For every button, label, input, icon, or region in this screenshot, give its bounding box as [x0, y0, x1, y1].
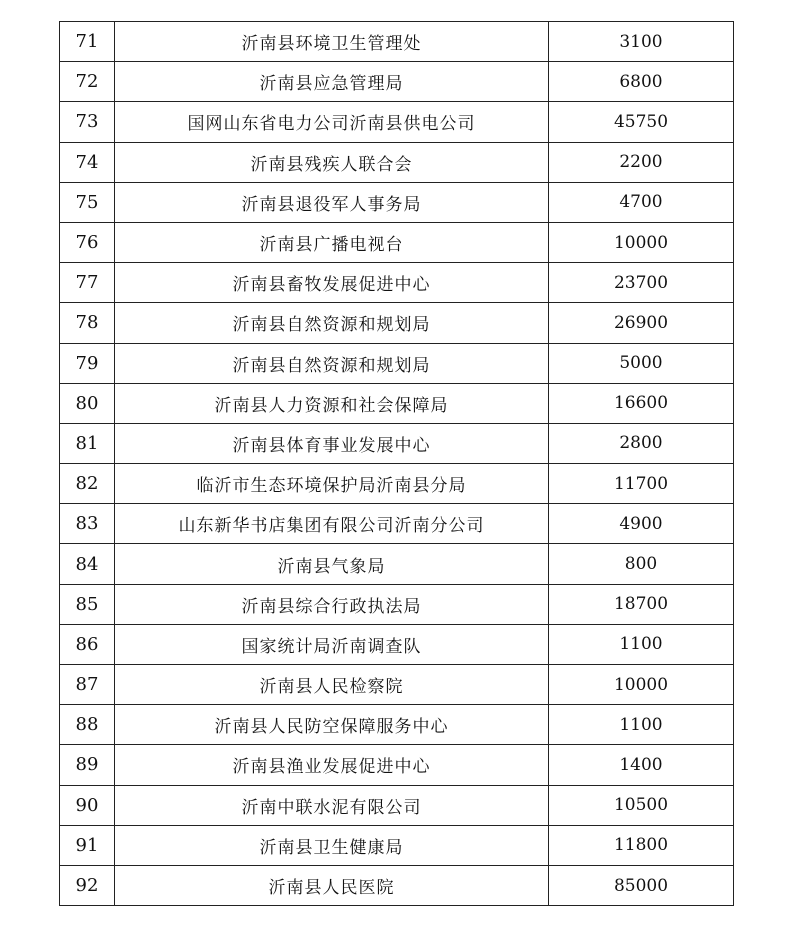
row-number: 73: [60, 102, 115, 142]
row-number: 92: [60, 865, 115, 905]
unit-name: 沂南县体育事业发展中心: [115, 423, 549, 463]
row-number: 79: [60, 343, 115, 383]
unit-name: 沂南县自然资源和规划局: [115, 343, 549, 383]
unit-name: 沂南中联水泥有限公司: [115, 785, 549, 825]
amount-value: 10000: [549, 222, 734, 262]
table-row: [60, 785, 734, 825]
table-row: [60, 745, 734, 785]
table-row: [60, 705, 734, 745]
unit-name: 沂南县气象局: [115, 544, 549, 584]
row-number: 90: [60, 785, 115, 825]
unit-name: 沂南县卫生健康局: [115, 825, 549, 865]
row-number: 87: [60, 665, 115, 705]
row-number: 71: [60, 22, 115, 62]
unit-name: 山东新华书店集团有限公司沂南分公司: [115, 504, 549, 544]
table-body: [60, 22, 734, 906]
row-number: 91: [60, 825, 115, 865]
amount-value: 23700: [549, 263, 734, 303]
amount-value: 16600: [549, 383, 734, 423]
unit-name: 临沂市生态环境保护局沂南县分局: [115, 464, 549, 504]
table-row: [60, 464, 734, 504]
unit-name: 沂南县应急管理局: [115, 62, 549, 102]
amount-value: 10500: [549, 785, 734, 825]
amount-value: 2200: [549, 142, 734, 182]
amount-value: 6800: [549, 62, 734, 102]
row-number: 85: [60, 584, 115, 624]
table-row: [60, 22, 734, 62]
unit-name: 沂南县畜牧发展促进中心: [115, 263, 549, 303]
table-row: [60, 142, 734, 182]
table-row: [60, 62, 734, 102]
unit-name: 沂南县人民医院: [115, 865, 549, 905]
table-row: [60, 423, 734, 463]
table-row: [60, 303, 734, 343]
amount-value: 1100: [549, 705, 734, 745]
amount-value: 85000: [549, 865, 734, 905]
amount-value: 45750: [549, 102, 734, 142]
row-number: 74: [60, 142, 115, 182]
table-row: [60, 102, 734, 142]
unit-name: 沂南县残疾人联合会: [115, 142, 549, 182]
unit-name: 国网山东省电力公司沂南县供电公司: [115, 102, 549, 142]
row-number: 86: [60, 624, 115, 664]
row-number: 88: [60, 705, 115, 745]
unit-name: 沂南县人民防空保障服务中心: [115, 705, 549, 745]
amount-value: 800: [549, 544, 734, 584]
row-number: 72: [60, 62, 115, 102]
unit-name: 沂南县人力资源和社会保障局: [115, 383, 549, 423]
amount-value: 26900: [549, 303, 734, 343]
table-row: [60, 343, 734, 383]
amount-value: 4900: [549, 504, 734, 544]
amount-value: 18700: [549, 584, 734, 624]
row-number: 76: [60, 222, 115, 262]
table-row: [60, 504, 734, 544]
amount-value: 2800: [549, 423, 734, 463]
table-row: [60, 624, 734, 664]
amount-value: 1400: [549, 745, 734, 785]
unit-name: 国家统计局沂南调查队: [115, 624, 549, 664]
unit-name: 沂南县环境卫生管理处: [115, 22, 549, 62]
amount-value: 4700: [549, 182, 734, 222]
row-number: 83: [60, 504, 115, 544]
amount-value: 11800: [549, 825, 734, 865]
table-row: [60, 222, 734, 262]
table-row: [60, 865, 734, 905]
amount-value: 3100: [549, 22, 734, 62]
unit-name: 沂南县自然资源和规划局: [115, 303, 549, 343]
row-number: 77: [60, 263, 115, 303]
row-number: 80: [60, 383, 115, 423]
amount-value: 11700: [549, 464, 734, 504]
unit-name: 沂南县退役军人事务局: [115, 182, 549, 222]
table-row: [60, 544, 734, 584]
unit-name: 沂南县综合行政执法局: [115, 584, 549, 624]
table-row: [60, 383, 734, 423]
row-number: 84: [60, 544, 115, 584]
amount-value: 1100: [549, 624, 734, 664]
table-row: [60, 584, 734, 624]
amount-value: 10000: [549, 665, 734, 705]
row-number: 82: [60, 464, 115, 504]
row-number: 75: [60, 182, 115, 222]
unit-name: 沂南县广播电视台: [115, 222, 549, 262]
row-number: 78: [60, 303, 115, 343]
unit-name: 沂南县人民检察院: [115, 665, 549, 705]
data-table: [59, 21, 734, 906]
table-row: [60, 665, 734, 705]
row-number: 89: [60, 745, 115, 785]
table-row: [60, 263, 734, 303]
table-row: [60, 182, 734, 222]
unit-name: 沂南县渔业发展促进中心: [115, 745, 549, 785]
row-number: 81: [60, 423, 115, 463]
amount-value: 5000: [549, 343, 734, 383]
table-row: [60, 825, 734, 865]
